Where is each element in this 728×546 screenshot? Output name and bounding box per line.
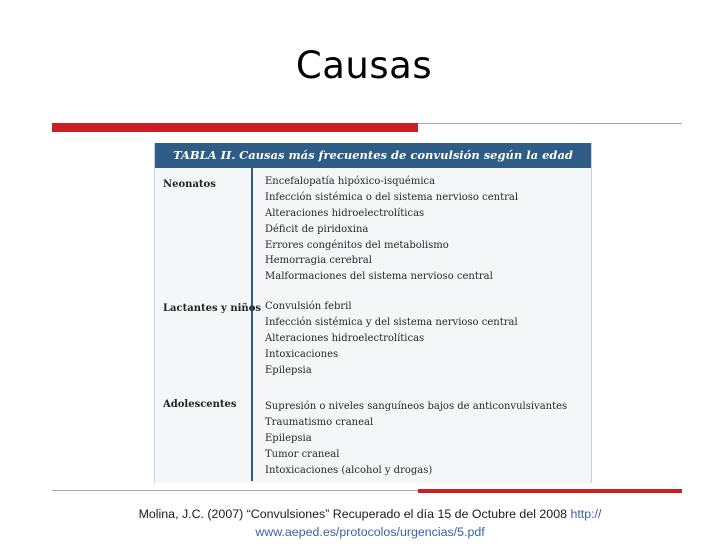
table-column-divider <box>251 168 253 481</box>
list-item: Alteraciones hidroelectrolíticas <box>265 207 425 219</box>
list-item: Hemorragia cerebral <box>265 255 372 267</box>
citation-link-part1: http:// <box>570 507 602 521</box>
list-item: Infección sistémica y del sistema nervioso central <box>265 316 518 328</box>
bottom-rule-grey <box>52 490 418 491</box>
table-caption-text: Causas más frecuentes de convulsión según la edad <box>239 148 573 162</box>
group-label-lactantes: Lactantes y niños <box>163 303 261 314</box>
list-item: Supresión o niveles sanguíneos bajos de anticonvulsivantes <box>265 401 568 412</box>
group-label-neonatos: Neonatos <box>163 179 216 190</box>
list-item: Déficit de piridoxina <box>265 223 369 235</box>
table-caption-prefix: TABLA II. <box>173 148 236 162</box>
list-item: Epilepsia <box>265 364 312 376</box>
cause-list-adolescentes <box>265 399 567 478</box>
list-item: Convulsión febril <box>265 301 352 312</box>
list-item: Errores congénitos del metabolismo <box>265 239 449 251</box>
title-underline-red <box>52 123 418 132</box>
cause-list-neonatos <box>265 174 518 285</box>
list-item: Malformaciones del sistema nervioso central <box>265 271 493 283</box>
list-item: Traumatismo craneal <box>265 416 374 428</box>
causes-table <box>154 143 592 483</box>
list-item: Intoxicaciones (alcohol y drogas) <box>265 464 433 476</box>
title-underline-grey <box>418 123 682 124</box>
citation <box>110 505 630 541</box>
citation-link-part2: www.aeped.es/protocolos/urgencias/5.pdf <box>255 525 485 539</box>
cause-list-lactantes <box>265 299 518 378</box>
table-caption <box>155 143 591 168</box>
list-item: Encefalopatía hipóxico-isquémica <box>265 176 436 187</box>
list-item: Epilepsia <box>265 432 312 444</box>
bottom-rule-red <box>418 489 682 493</box>
citation-text: Molina, J.C. (2007) “Convulsiones” Recuperado el día 15 de Octubre del 2008 <box>138 507 567 521</box>
list-item: Intoxicaciones <box>265 348 339 360</box>
list-item: Tumor craneal <box>265 448 340 460</box>
list-item: Infección sistémica o del sistema nervioso central <box>265 191 519 203</box>
group-label-adolescentes: Adolescentes <box>163 399 237 410</box>
slide-title: Causas <box>295 44 433 87</box>
list-item: Alteraciones hidroelectrolíticas <box>265 332 425 344</box>
